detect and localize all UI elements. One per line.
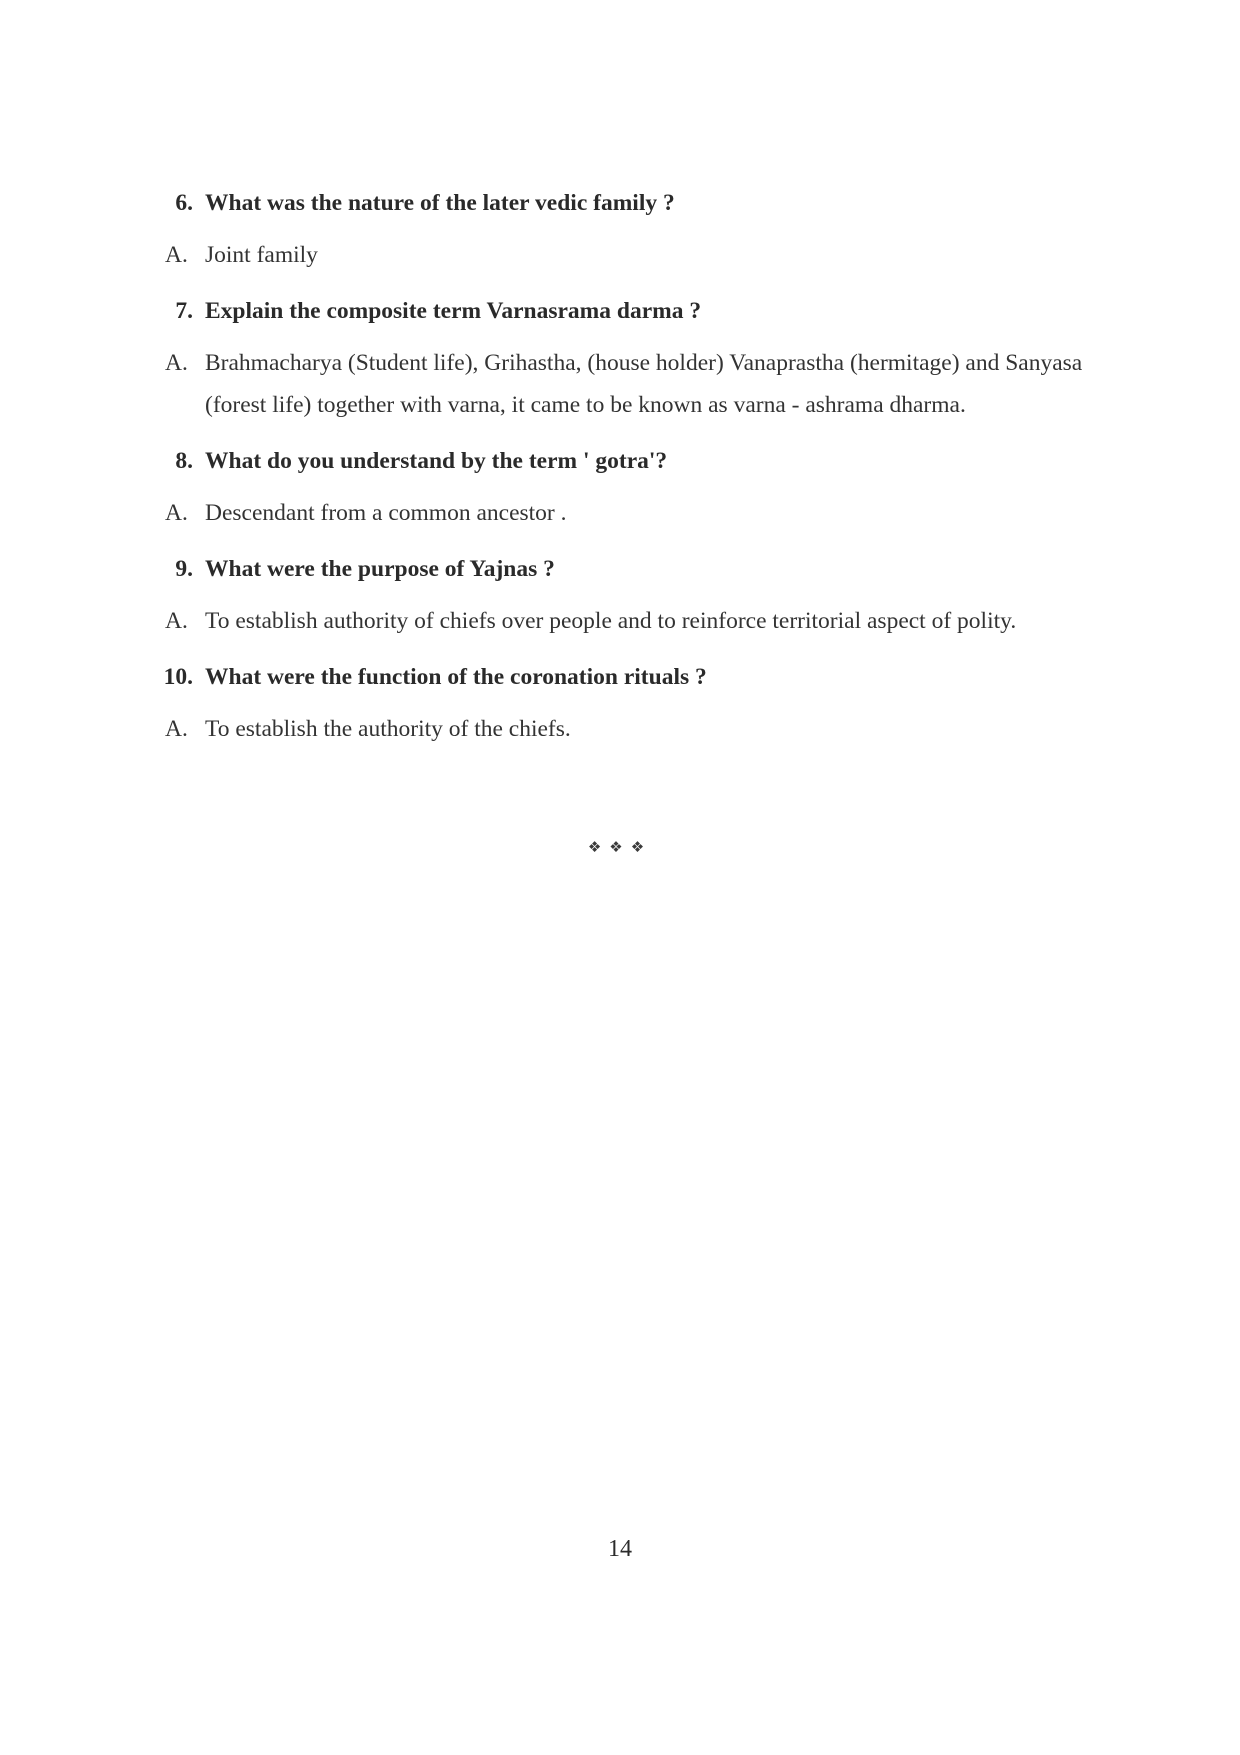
- answer-marker: A.: [165, 716, 188, 742]
- answer-7: [155, 342, 1115, 426]
- question-6: [155, 182, 1115, 224]
- question-answer-list: [155, 182, 1115, 764]
- answer-text: Descendant from a common ancestor .: [205, 500, 567, 526]
- answer-marker: A.: [165, 242, 188, 268]
- question-10: [155, 656, 1115, 698]
- question-9: [155, 548, 1115, 590]
- answer-marker: A.: [165, 608, 188, 634]
- answer-text: To establish the authority of the chiefs.: [205, 716, 571, 742]
- question-text: Explain the composite term Varnasrama darma ?: [205, 298, 702, 324]
- answer-9: [155, 600, 1115, 642]
- answer-text: Brahmacharya (Student life), Grihastha, (house holder) Vanaprastha (hermitage) and Sanyasa (forest life) together with varna, it came to be known as varna - ashrama dharma.: [205, 350, 1083, 418]
- question-number: 7.: [175, 298, 193, 324]
- question-8: [155, 440, 1115, 482]
- answer-8: [155, 492, 1115, 534]
- answer-text: To establish authority of chiefs over people and to reinforce territorial aspect of polity.: [205, 608, 1017, 634]
- question-text: What was the nature of the later vedic family ?: [205, 190, 675, 216]
- question-number: 10.: [163, 664, 193, 690]
- question-7: [155, 290, 1115, 332]
- question-text: What do you understand by the term ' gotra'?: [205, 448, 668, 474]
- answer-6: [155, 234, 1115, 276]
- answer-10: [155, 708, 1115, 750]
- question-number: 8.: [175, 448, 193, 474]
- page-number: 14: [608, 1536, 632, 1562]
- answer-text: Joint family: [205, 242, 318, 268]
- question-number: 9.: [175, 556, 193, 582]
- answer-marker: A.: [165, 500, 188, 526]
- question-number: 6.: [175, 190, 193, 216]
- question-text: What were the purpose of Yajnas ?: [205, 556, 555, 582]
- answer-marker: A.: [165, 350, 188, 376]
- question-text: What were the function of the coronation rituals ?: [205, 664, 707, 690]
- section-end-ornament-icon: ❖❖❖: [587, 838, 653, 856]
